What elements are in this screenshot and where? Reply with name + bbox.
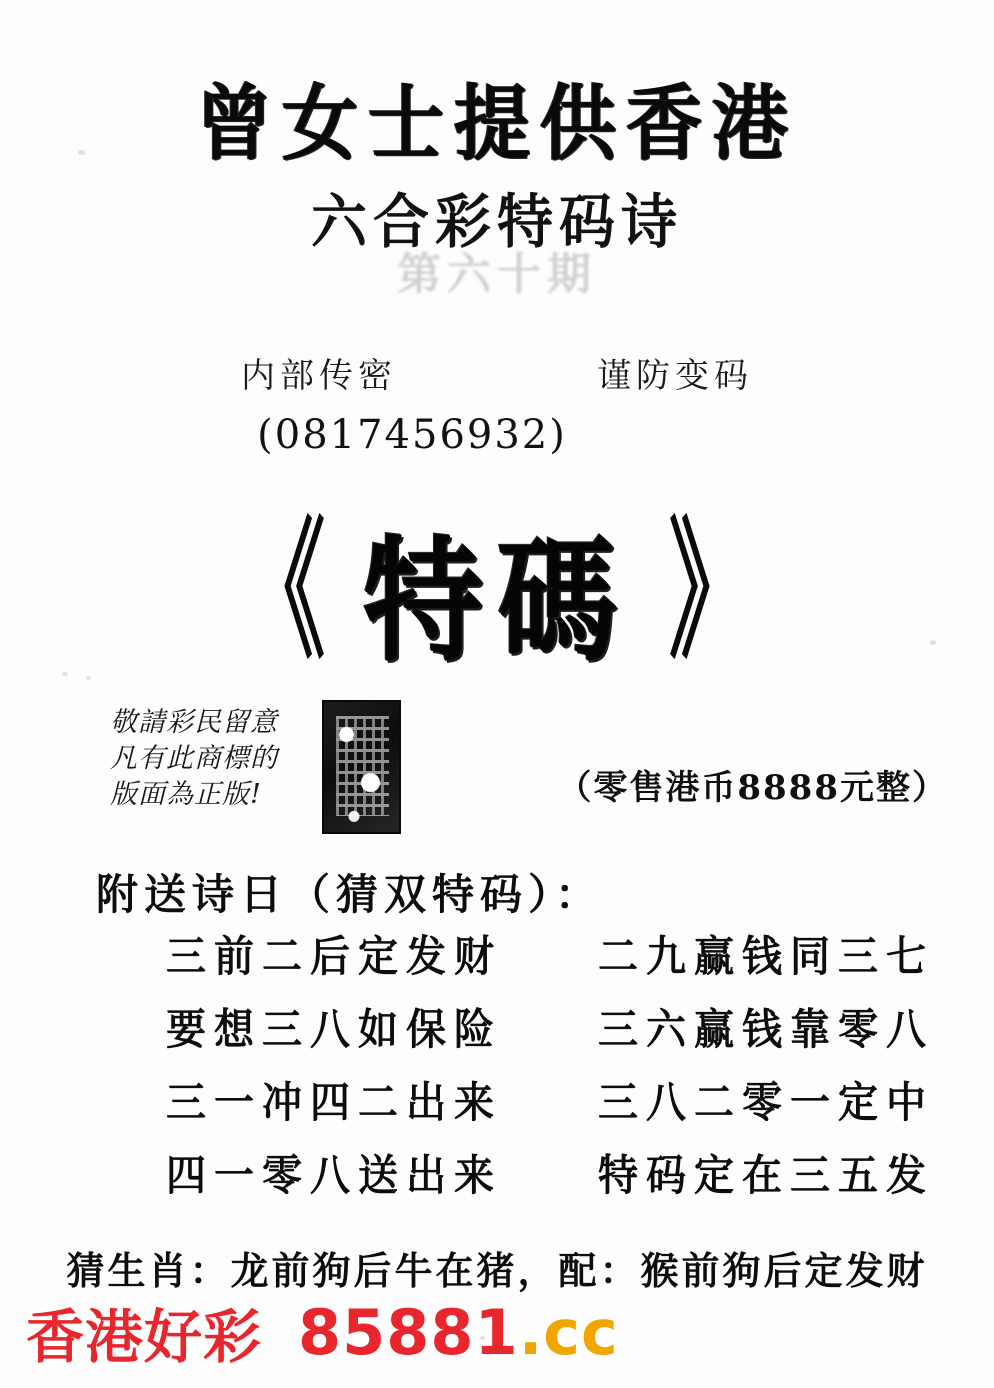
copyright-notice-line-2: 凡有此商標的 [110, 743, 278, 774]
poem-heading: 附送诗日（猜双特码）： [96, 870, 604, 919]
poem-line: 三前二后定发财 [166, 931, 502, 982]
notice-internal-secret: 内部传密 [241, 356, 397, 396]
poem-line: 三一冲四二出来 [166, 1077, 502, 1128]
zodiac-line: 猜生肖：龙前狗后牛在猪，配：猴前狗后定发财 [66, 1248, 928, 1293]
poem-grid [0, 925, 994, 1201]
copyright-notice-line-1: 敬請彩民留意 [110, 707, 278, 738]
serial-number: (0817456932) [257, 412, 567, 458]
page-title: 曾女士提供香港 [196, 74, 798, 172]
footer-brand: 香港好彩 [26, 1303, 263, 1371]
tema-label: 特碼 [363, 522, 631, 681]
poem-line: 要想三八如保险 [166, 1004, 502, 1055]
poem-line: 三八二零一定中 [598, 1077, 934, 1128]
bracket-left-icon: 《 [242, 503, 326, 679]
notice-row [0, 348, 994, 397]
retail-price: （零售港币8888元整） [557, 768, 948, 808]
footer-domain-number: 85881 [298, 1295, 519, 1369]
page-subtitle: 六合彩特码诗 [311, 187, 683, 257]
copyright-notice-line-3: 版面為正版! [110, 779, 262, 810]
poem-line: 二九赢钱同三七 [598, 931, 934, 982]
trademark-stamp-icon [322, 700, 401, 834]
footer-domain-tld: .cc [518, 1295, 619, 1369]
bracket-right-icon: 》 [668, 503, 752, 679]
footer-watermark [0, 1290, 994, 1374]
tema-banner [0, 503, 994, 681]
poem-line: 三六赢钱靠零八 [598, 1004, 934, 1055]
notice-beware-change: 谨防变码 [597, 356, 753, 396]
poem-line: 特码定在三五发 [598, 1150, 934, 1201]
page-title-ghost-text: 第六十期 [397, 249, 597, 300]
copyright-notice [110, 705, 278, 813]
poem-line: 四一零八送出来 [166, 1150, 502, 1201]
footer-domain [298, 1296, 619, 1369]
